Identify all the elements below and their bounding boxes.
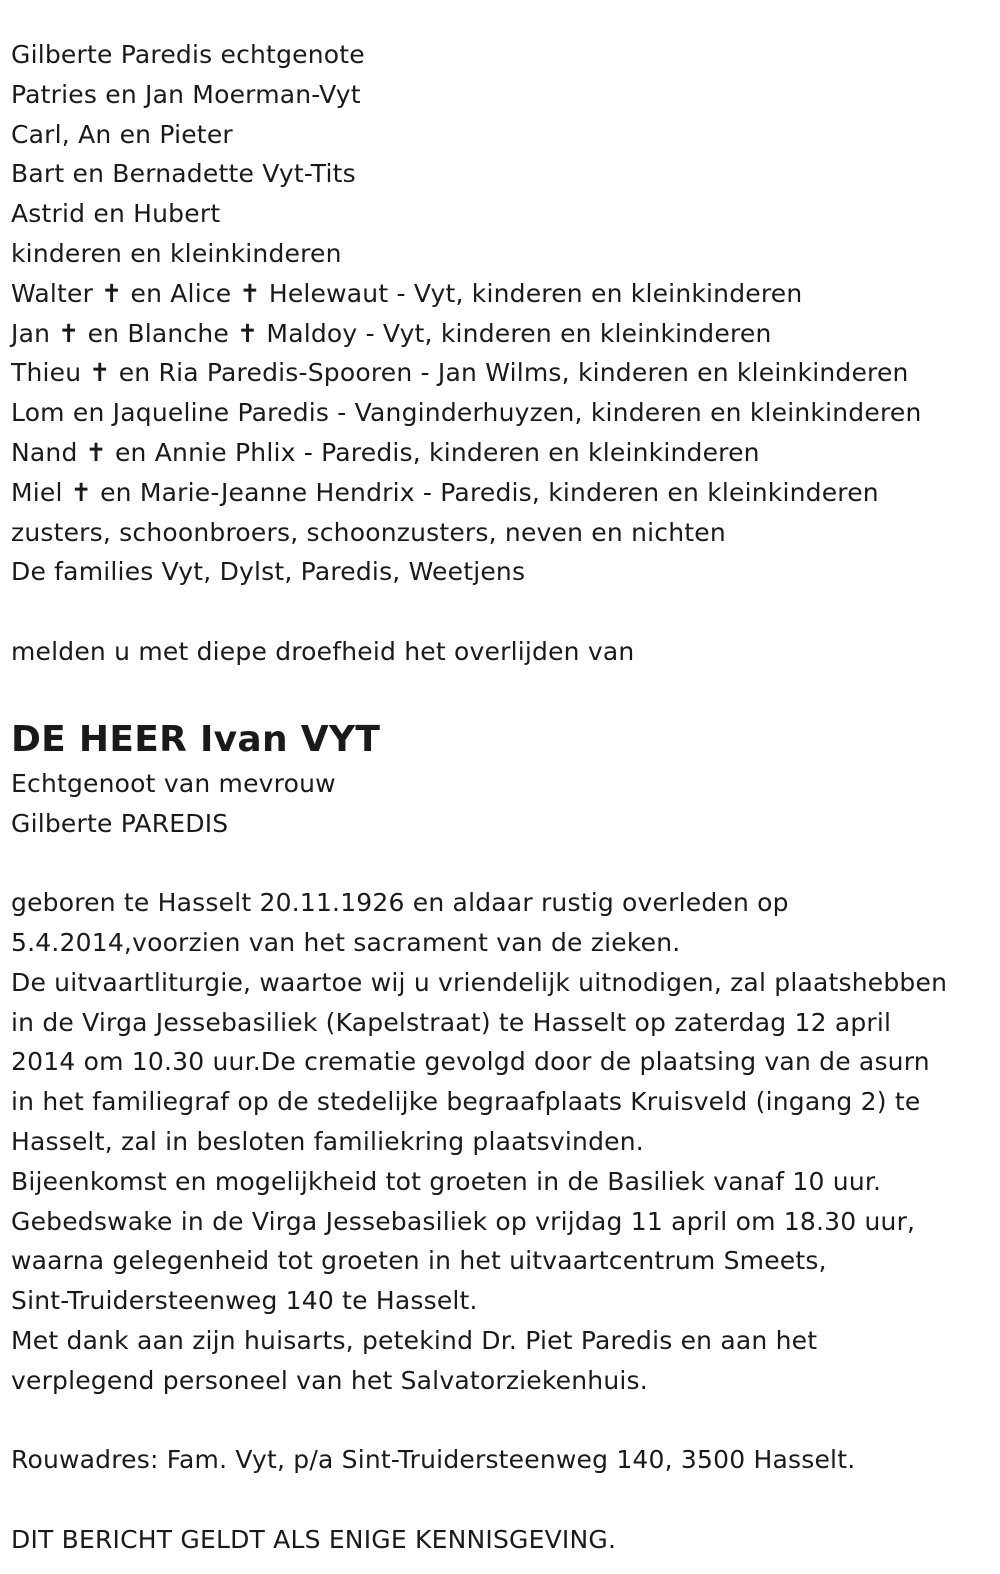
family-line: zusters, schoonbroers, schoonzusters, neven en nichten — [11, 517, 726, 547]
details-line: Met dank aan zijn huisarts, petekind Dr. Piet Paredis en aan het — [11, 1325, 818, 1355]
family-line: Gilberte Paredis echtgenote — [11, 40, 365, 69]
relation-line: Gilberte PAREDIS — [11, 808, 229, 838]
spacer — [11, 592, 996, 632]
family-line: Miel ✝ en Marie-Jeanne Hendrix - Paredis, kinderen en kleinkinderen — [11, 477, 879, 507]
family-line: Astrid en Hubert — [11, 199, 221, 229]
details-line: geboren te Hasselt 20.11.1926 en aldaar rustig overleden op — [11, 888, 789, 918]
details-line: Bijeenkomst en mogelijkheid tot groeten in de Basiliek vanaf 10 uur. — [11, 1166, 882, 1196]
mourning-address: Rouwadres: Fam. Vyt, p/a Sint-Truidersteenweg 140, 3500 Hasselt. — [11, 1445, 856, 1475]
family-line: Lom en Jaqueline Paredis - Vanginderhuyzen, kinderen en kleinkinderen — [11, 398, 922, 428]
deceased-name: DE HEER Ivan VYT — [11, 718, 381, 760]
details-line: 5.4.2014,voorzien van het sacrament van de zieken. — [11, 927, 681, 957]
spacer — [11, 843, 996, 883]
details-line: verplegend personeel van het Salvatorziekenhuis. — [11, 1365, 648, 1395]
family-line: Patries en Jan Moerman-Vyt — [11, 79, 361, 109]
family-line: Carl, An en Pieter — [11, 119, 233, 149]
details-line: 2014 om 10.30 uur.De crematie gevolgd door de plaatsing van de asurn — [11, 1047, 930, 1077]
details-line: in de Virga Jessebasiliek (Kapelstraat) te Hasselt op zaterdag 12 april — [11, 1007, 892, 1037]
family-line: Bart en Bernadette Vyt-Tits — [11, 159, 356, 189]
family-line: Thieu ✝ en Ria Paredis-Spooren - Jan Wilms, kinderen en kleinkinderen — [11, 358, 909, 388]
details-line: Hasselt, zal in besloten familiekring plaatsvinden. — [11, 1126, 644, 1156]
relation-line: Echtgenoot van mevrouw — [11, 768, 336, 798]
family-line: Nand ✝ en Annie Phlix - Paredis, kinderen en kleinkinderen — [11, 437, 760, 467]
family-list — [11, 35, 996, 592]
details-line: Sint-Truidersteenweg 140 te Hasselt. — [11, 1286, 478, 1316]
family-line: Jan ✝ en Blanche ✝ Maldoy - Vyt, kinderen en kleinkinderen — [11, 318, 772, 348]
spacer — [11, 1401, 996, 1441]
announcement-text: melden u met diepe droefheid het overlijden van — [11, 636, 635, 666]
family-line: kinderen en kleinkinderen — [11, 238, 342, 268]
details-line: De uitvaartliturgie, waartoe wij u vriendelijk uitnodigen, zal plaatshebben — [11, 967, 948, 997]
spacer — [11, 672, 996, 714]
details-paragraph — [11, 883, 996, 1400]
spacer — [11, 1480, 996, 1520]
details-line: Gebedswake in de Virga Jessebasiliek op vrijdag 11 april om 18.30 uur, — [11, 1206, 916, 1236]
details-line: waarna gelegenheid tot groeten in het uitvaartcentrum Smeets, — [11, 1246, 827, 1276]
notice-text: DIT BERICHT GELDT ALS ENIGE KENNISGEVING. — [11, 1524, 617, 1554]
obituary-page — [11, 35, 996, 1560]
family-line: Walter ✝ en Alice ✝ Helewaut - Vyt, kinderen en kleinkinderen — [11, 278, 803, 308]
details-line: in het familiegraf op de stedelijke begraafplaats Kruisveld (ingang 2) te — [11, 1087, 921, 1117]
family-line: De families Vyt, Dylst, Paredis, Weetjens — [11, 557, 526, 587]
